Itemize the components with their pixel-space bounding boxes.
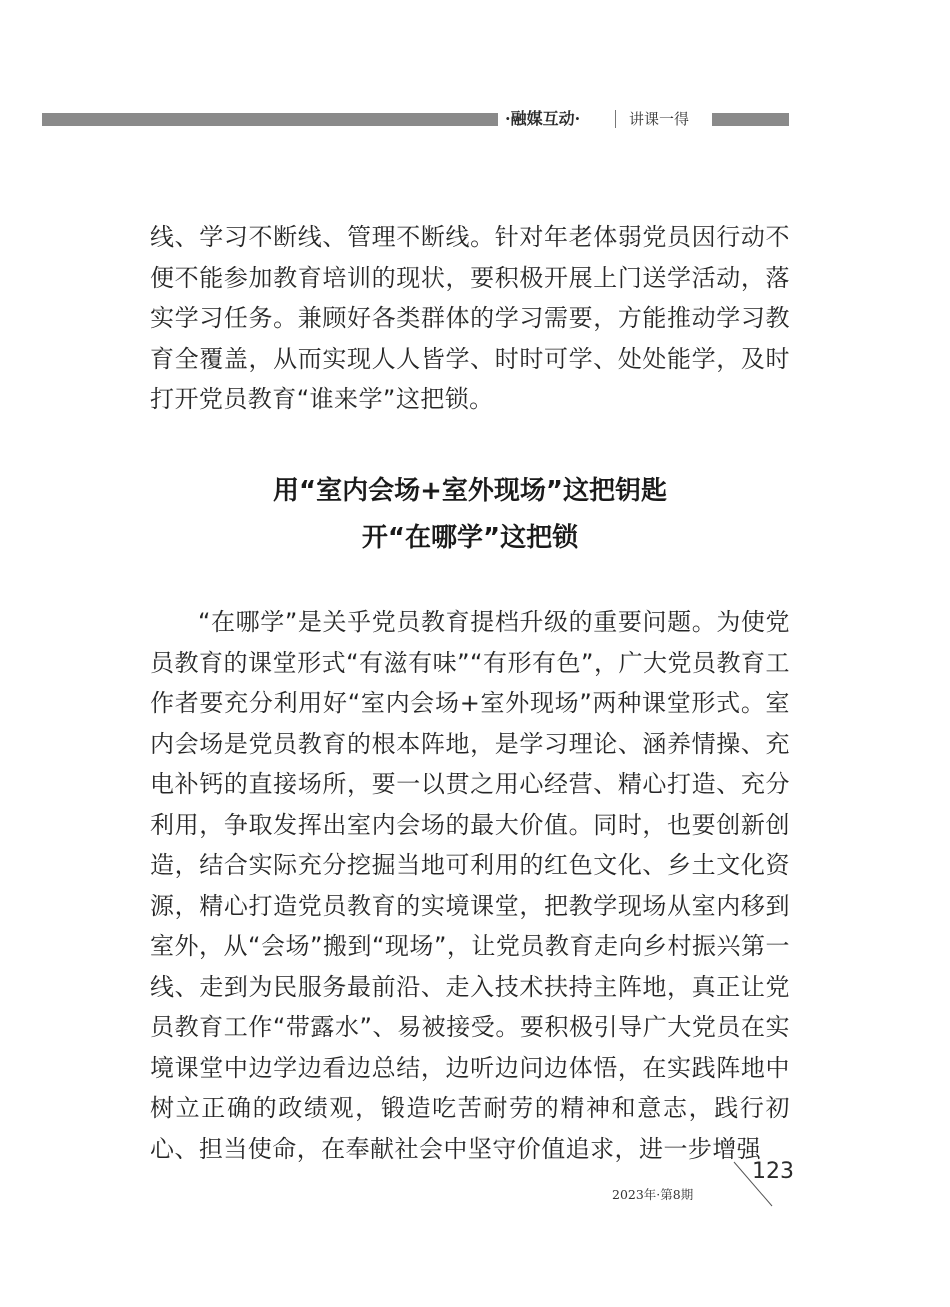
header-bar-right bbox=[712, 113, 789, 126]
section-heading-line-1: 用“室内会场+室外现场”这把钥匙 bbox=[273, 476, 667, 506]
section-heading-line-2: 开“在哪学”这把锁 bbox=[361, 523, 579, 553]
section-title: ·融媒互动· bbox=[505, 109, 581, 128]
issue-info: 2023年·第8期 bbox=[612, 1187, 694, 1202]
paragraph-main: “在哪学”是关乎党员教育提档升级的重要问题。为使党员教育的课堂形式“有滋有味”“有形有色”，广大党员教育工作者要充分利用好“室内会场+室外现场”两种课堂形式。室内会场是党员教育的根本阵地，是学习理论、涵养情操、充电补钙的直接场所，要一以贯之用心经营、精心打造、充分利用，争取发挥出室内会场的最大价值。同时，也要创新创造，结合实际充分挖掘当地可利用的红色文化、乡土文化资源，精心打造党员教育的实境课堂，把教学现场从室内移到室外，从“会场”搬到“现场”，让党员教育走向乡村振兴第一线、走到为民服务最前沿、走入技术扶持主阵地，真正让党员教育工作“带露水”、易被接受。要积极引导广大党员在实境课堂中边学边看边总结，边听边问边体悟，在实践阵地中树立正确的政绩观，锻造吃苦耐劳的精神和意志，践行初心、担当使命，在奉献社会中坚守价值追求，进一步增强 bbox=[150, 608, 790, 1163]
page-number: 123 bbox=[752, 1159, 794, 1184]
paragraph-top: 线、学习不断线、管理不断线。针对年老体弱党员因行动不便不能参加教育培训的现状，要积极开展上门送学活动，落实学习任务。兼顾好各类群体的学习需要，方能推动学习教育全覆盖，从而实现人人皆学、时时可学、处处能学，及时打开党员教育“谁来学”这把锁。 bbox=[150, 223, 790, 413]
header-bar-left bbox=[42, 113, 498, 126]
column-title: 讲课一得 bbox=[629, 110, 690, 128]
header-divider bbox=[615, 110, 616, 128]
